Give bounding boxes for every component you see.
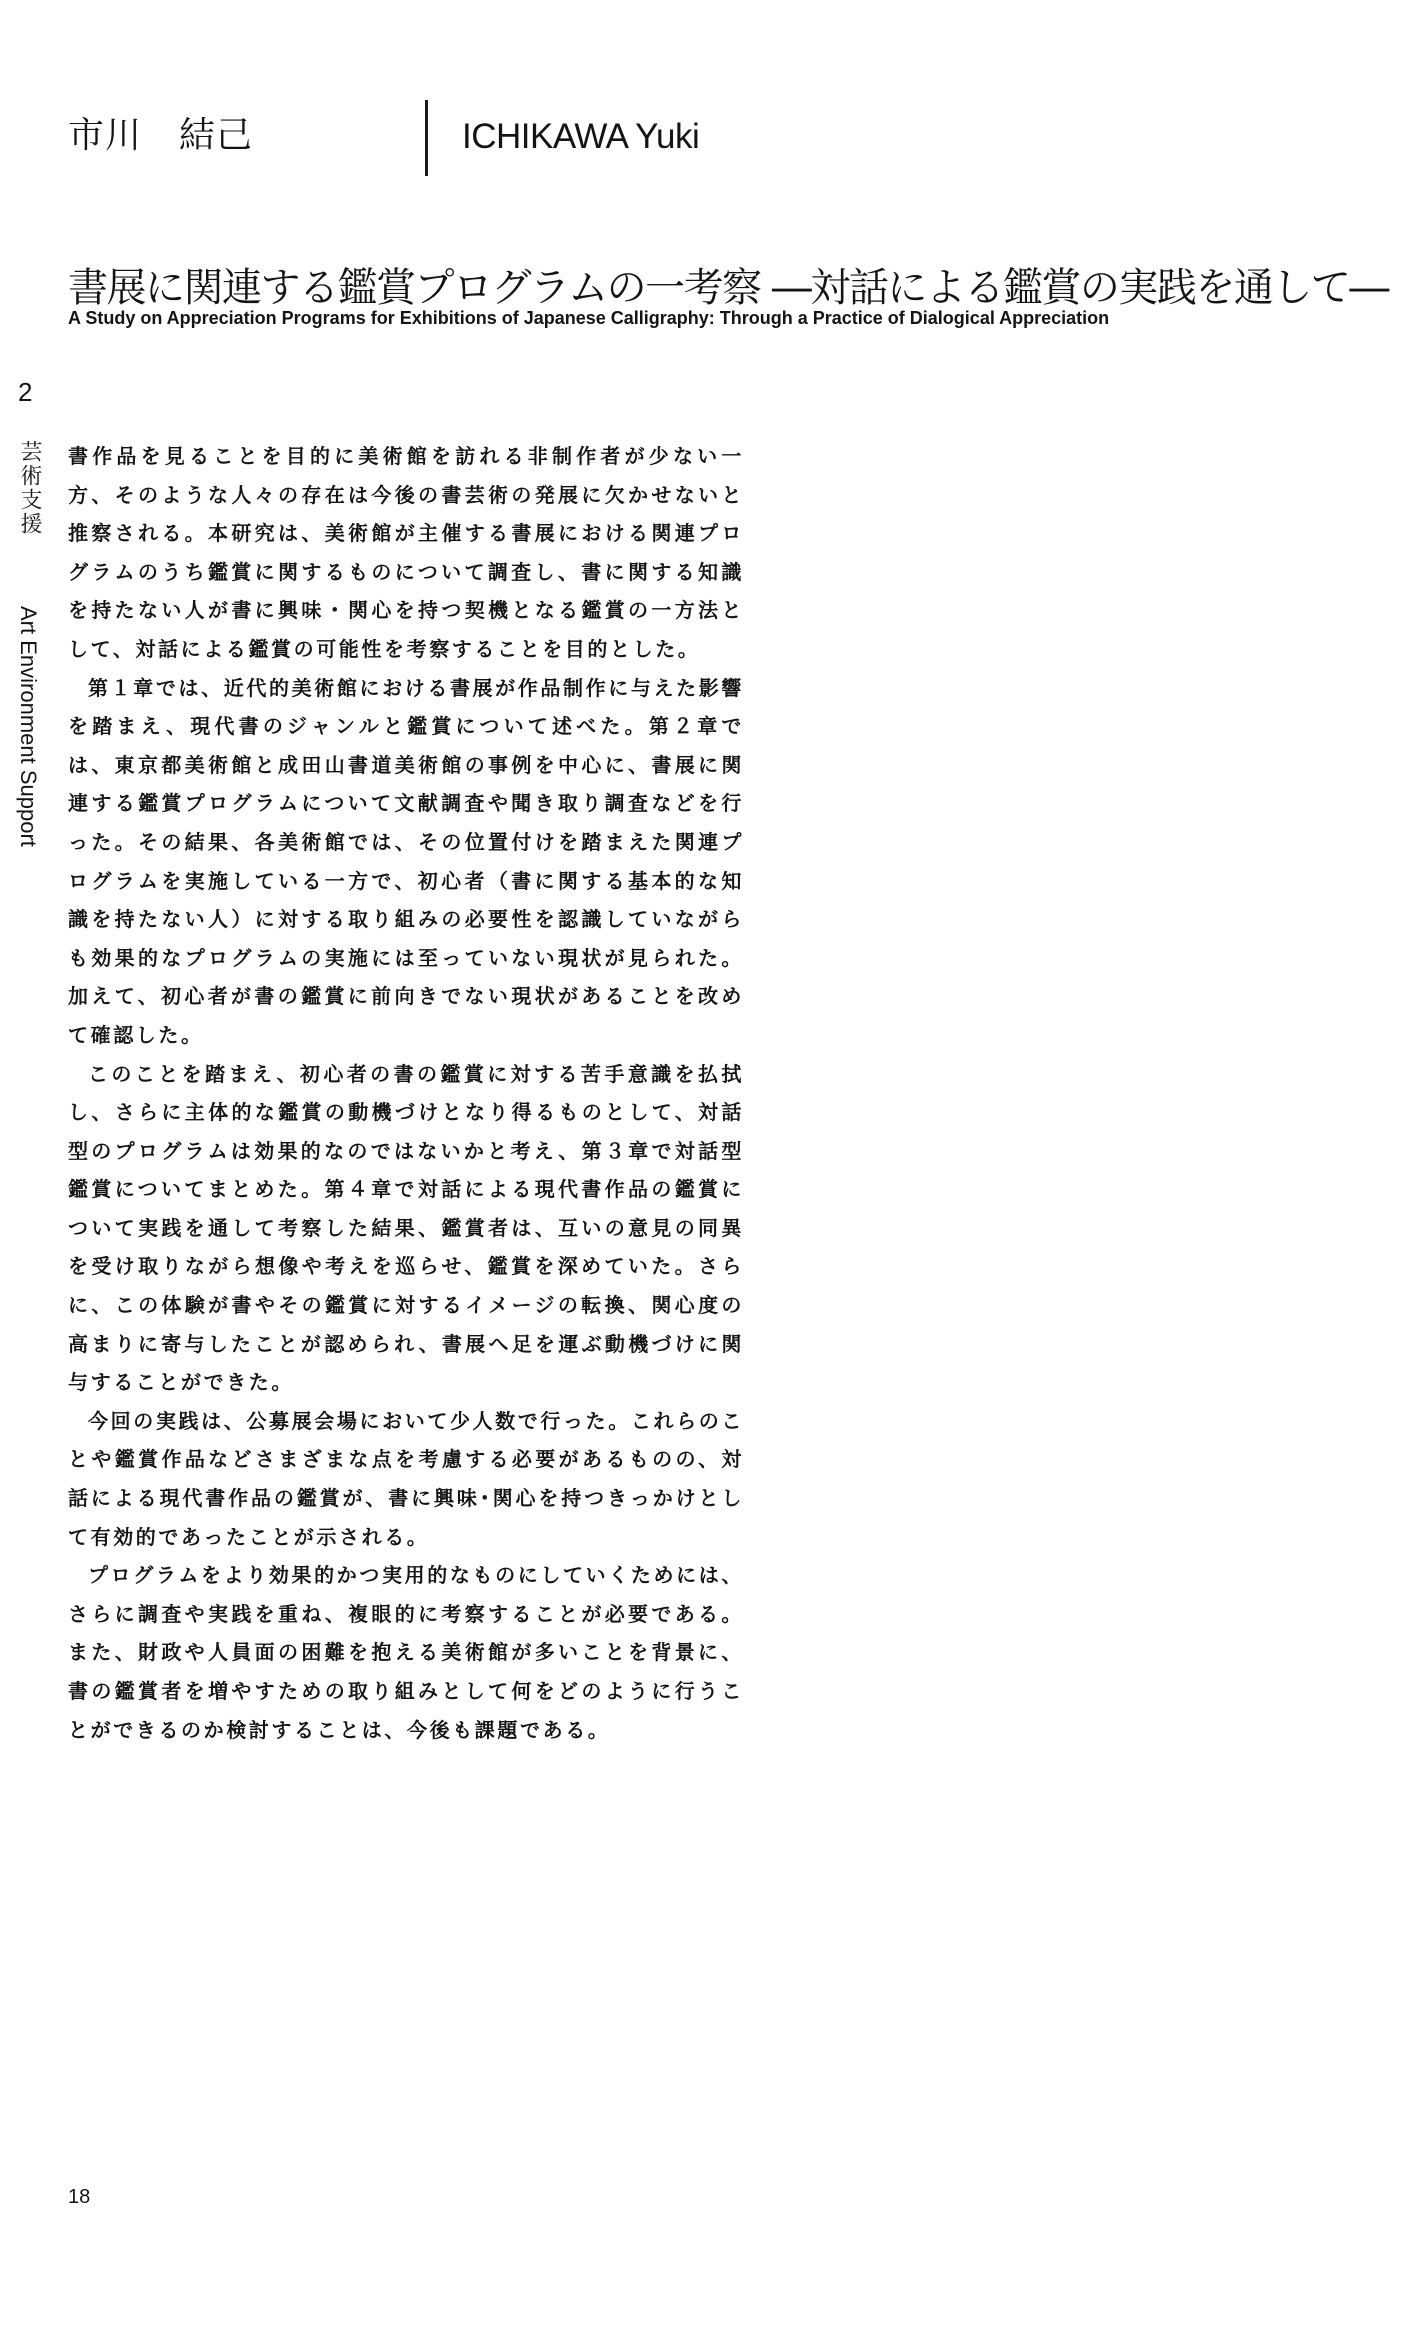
author-name-japanese: 市川 結己 — [68, 115, 254, 156]
page-number: 18 — [68, 2186, 91, 2208]
author-divider — [425, 100, 428, 176]
paper-title-japanese: 書展に関連する鑑賞プログラムの一考察 ―対話による鑑賞の実践を通して― — [68, 265, 1388, 311]
section-label-japanese: 芸術支援 — [17, 440, 42, 536]
abstract-paragraph-3: このことを踏まえ、初心者の書の鑑賞に対する苦手意識を払拭し、さらに主体的な鑑賞の動機づけとなり得るものとして、対話型のプログラムは効果的なのではないかと考え、第３章で対話型鑑賞についてまとめた。第４章で対話による現代書作品の鑑賞について実践を通して考察した結果、鑑賞者は、互いの意見の同異を受け取りながら想像や考えを巡らせ、鑑賞を深めていた。さらに、この体験が書やその鑑賞に対するイメージの転換、関心度の高まりに寄与したことが認められ、書展へ足を運ぶ動機づけに関与することができた。 — [68, 1061, 744, 1395]
section-label-english: Art Environment Support — [16, 606, 41, 847]
abstract-paragraph-4: 今回の実践は、公募展会場において少人数で行った。これらのことや鑑賞作品などさまざまな点を考慮する必要があるものの、対話による現代書作品の鑑賞が、書に興味･関心を持つきっかけとして有効的であったことが示される。 — [68, 1408, 744, 1549]
abstract-paragraph-1: 書作品を見ることを目的に美術館を訪れる非制作者が少ない一方、そのような人々の存在は今後の書芸術の発展に欠かせないと推察される。本研究は、美術館が主催する書展における関連プログラムのうち鑑賞に関するものについて調査し、書に関する知識を持たない人が書に興味・関心を持つ契機となる鑑賞の一方法として、対話による鑑賞の可能性を考察することを目的とした。 — [68, 444, 744, 661]
abstract-paragraph-2: 第１章では、近代的美術館における書展が作品制作に与えた影響を踏まえ、現代書のジャンルと鑑賞について述べた。第２章では、東京都美術館と成田山書道美術館の事例を中心に、書展に関連する鑑賞プログラムについて文献調査や聞き取り調査などを行った。その結果、各美術館では、その位置付けを踏まえた関連プログラムを実施している一方で、初心者（書に関する基本的な知識を持たない人）に対する取り組みの必要性を認識していながらも効果的なプログラムの実施には至っていない現状が見られた。加えて、初心者が書の鑑賞に前向きでない現状があることを改めて確認した。 — [68, 675, 744, 1047]
author-name-english: ICHIKAWA Yuki — [462, 117, 700, 156]
abstract-paragraph-5: プログラムをより効果的かつ実用的なものにしていくためには、さらに調査や実践を重ね、複眼的に考察することが必要である。また、財政や人員面の困難を抱える美術館が多いことを背景に、書の鑑賞者を増やすための取り組みとして何をどのように行うことができるのか検討することは、今後も課題である。 — [68, 1563, 744, 1742]
abstract-body — [68, 437, 744, 1749]
paper-title-english: A Study on Appreciation Programs for Exhibitions of Japanese Calligraphy: Through a Practice of Dialogical Appreciation — [68, 308, 1110, 328]
section-number: 2 — [18, 377, 33, 407]
